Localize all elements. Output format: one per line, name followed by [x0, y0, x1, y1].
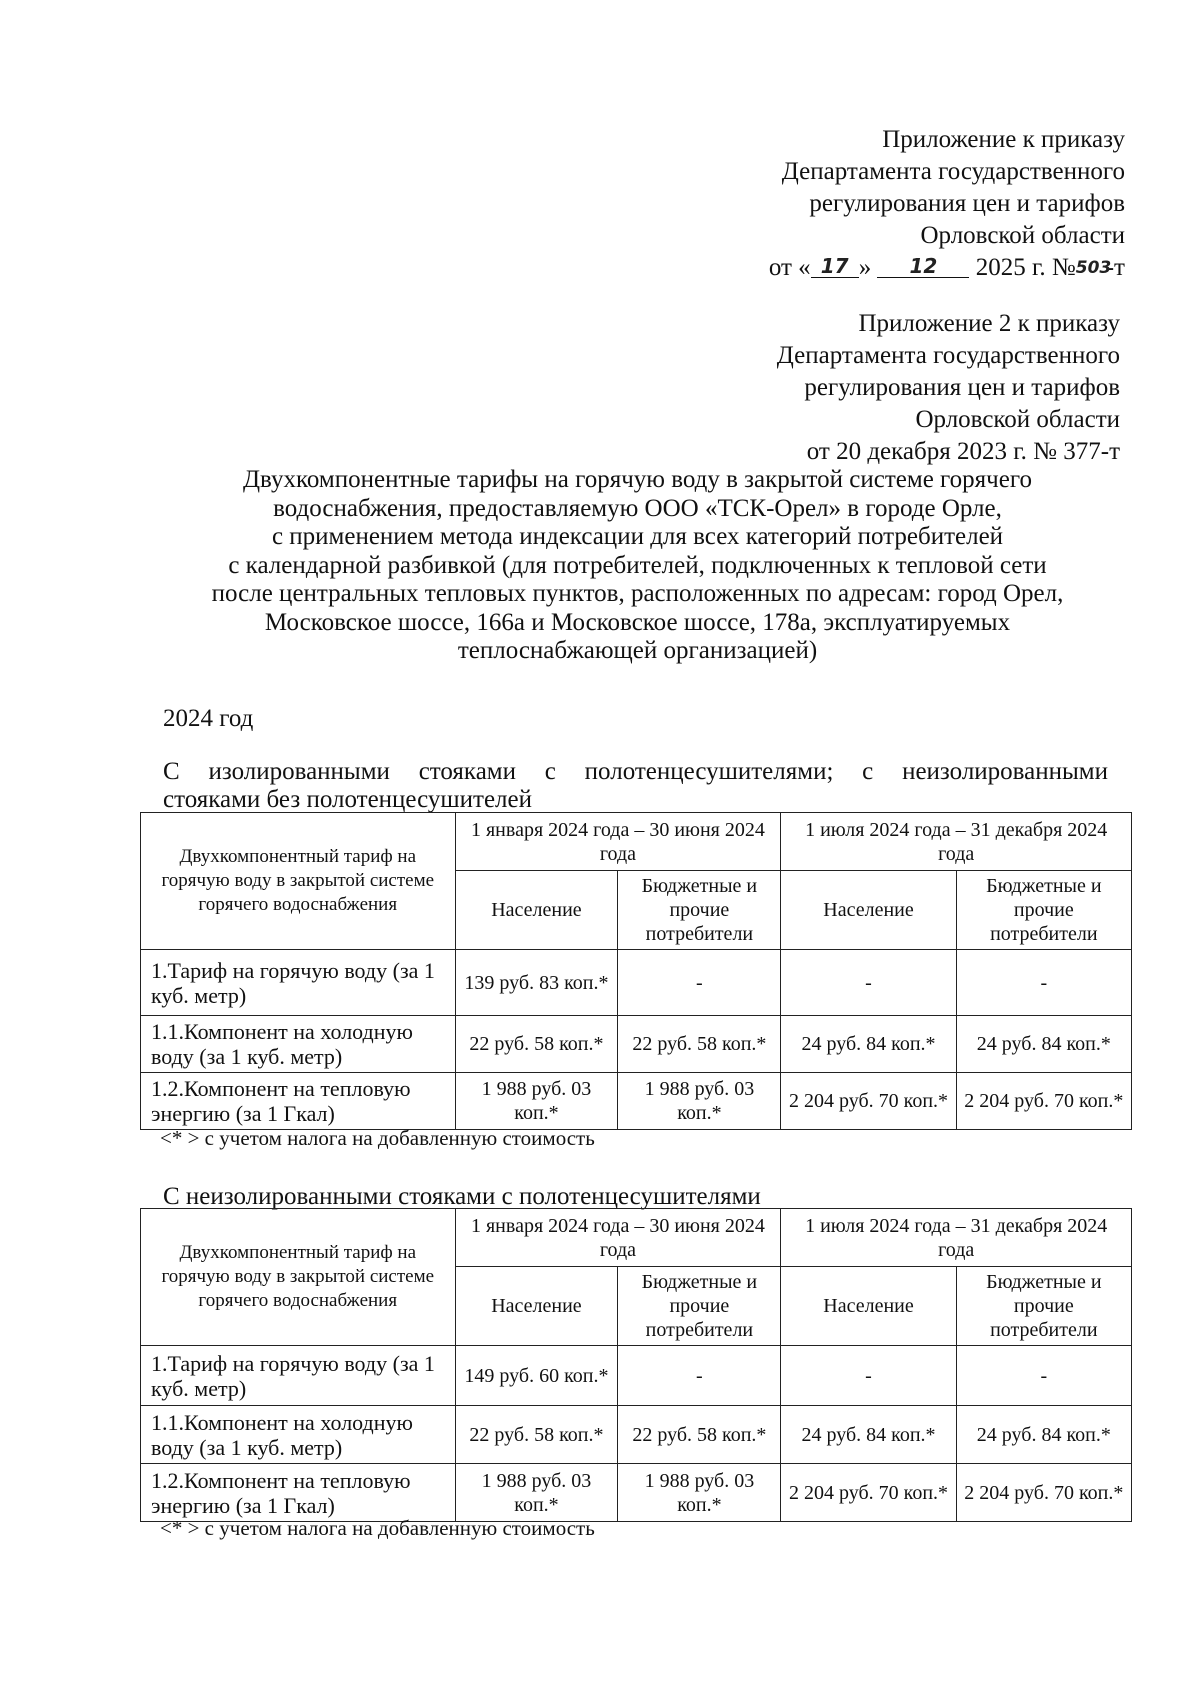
tariff-table: [140, 1208, 1132, 1522]
tariff-value: 24 руб. 84 коп.*: [956, 1406, 1131, 1464]
row-label: 1.Тариф на горячую воду (за 1 куб. метр): [141, 950, 456, 1016]
tariff-value: -: [781, 1346, 956, 1406]
table-corner-header: Двухкомпонентный тариф на горячую воду в закрытой системе горячего водоснабжения: [141, 813, 456, 950]
date-mid: »: [858, 254, 872, 281]
period-header: 1 января 2024 года – 30 июня 2024 года: [455, 813, 781, 871]
tariff-value: 1 988 руб. 03 коп.*: [618, 1464, 781, 1522]
tariff-value: 2 204 руб. 70 коп.*: [781, 1073, 956, 1130]
tariff-value: 2 204 руб. 70 коп.*: [956, 1073, 1131, 1130]
tariff-value: 1 988 руб. 03 коп.*: [455, 1464, 618, 1522]
tariff-value: 22 руб. 58 коп.*: [618, 1016, 781, 1073]
tariff-value: -: [956, 950, 1131, 1016]
date-year: 2025 г. №: [975, 254, 1076, 281]
appendix-header-original: [777, 308, 1120, 468]
period-header: 1 июля 2024 года – 31 декабря 2024 года: [781, 1209, 1132, 1267]
tariff-value: 139 руб. 83 коп.*: [455, 950, 618, 1016]
row-label: 1.1.Компонент на холодную воду (за 1 куб. метр): [141, 1406, 456, 1464]
header-line: Приложение 2 к приказу: [858, 310, 1120, 337]
title-line: после центральных тепловых пунктов, расположенных по адресам: город Орел,: [211, 580, 1064, 607]
table-row: [141, 1464, 1132, 1522]
header-line: Орловской области: [915, 406, 1120, 433]
row-label: 1.2.Компонент на тепловую энергию (за 1 Гкал): [141, 1073, 456, 1130]
title-line: с применением метода индексации для всех категорий потребителей: [271, 523, 1004, 550]
handwritten-month: 12: [877, 255, 969, 278]
tariff-value: -: [618, 950, 781, 1016]
handwritten-day: 17: [811, 255, 859, 278]
appendix-header-current: [769, 124, 1125, 284]
tariff-value: -: [781, 950, 956, 1016]
tariff-table: [140, 812, 1132, 1130]
section-subtitle: [163, 758, 1108, 814]
subtitle-line: стояками без полотенцесушителей: [163, 786, 533, 813]
period-header: 1 июля 2024 года – 31 декабря 2024 года: [781, 813, 1132, 871]
row-label: 1.2.Компонент на тепловую энергию (за 1 Гкал): [141, 1464, 456, 1522]
tariff-value: -: [618, 1346, 781, 1406]
tariff-value: -: [956, 1346, 1131, 1406]
tariff-value: 22 руб. 58 коп.*: [618, 1406, 781, 1464]
table-row: [141, 1346, 1132, 1406]
tariff-value: 149 руб. 60 коп.*: [455, 1346, 618, 1406]
period-header: 1 января 2024 года – 30 июня 2024 года: [455, 1209, 781, 1267]
header-line: регулирования цен и тарифов: [804, 374, 1120, 401]
year-label: 2024 год: [163, 705, 254, 732]
table-corner-header: Двухкомпонентный тариф на горячую воду в закрытой системе горячего водоснабжения: [141, 1209, 456, 1346]
table-row: [141, 1073, 1132, 1130]
column-header-budget: Бюджетные и прочие потребители: [956, 1267, 1131, 1346]
tariff-value: 22 руб. 58 коп.*: [455, 1016, 618, 1073]
table-row: [141, 950, 1132, 1016]
header-line: регулирования цен и тарифов: [809, 190, 1125, 217]
title-line: теплоснабжающей организацией): [457, 637, 818, 664]
tariff-value: 24 руб. 84 коп.*: [956, 1016, 1131, 1073]
subtitle-line: С изолированными стояками с полотенцесушителями; с неизолированными: [163, 758, 1108, 785]
column-header-population: Население: [455, 871, 618, 950]
vat-footnote: <* > с учетом налога на добавленную стоимость: [160, 1516, 595, 1540]
order-date-line: [769, 252, 1125, 284]
subtitle-line: С неизолированными стояками с полотенцесушителями: [163, 1183, 761, 1210]
title-line: водоснабжения, предоставляемую ООО «ТСК-Орел» в городе Орле,: [273, 494, 1002, 522]
tariff-value: 22 руб. 58 коп.*: [455, 1406, 618, 1464]
column-header-population: Население: [781, 871, 956, 950]
date-prefix: от «: [768, 254, 811, 281]
tariff-value: 2 204 руб. 70 коп.*: [956, 1464, 1131, 1522]
column-header-population: Население: [455, 1267, 618, 1346]
order-number-suffix: -т: [1105, 254, 1125, 281]
header-line: Орловской области: [920, 222, 1125, 249]
section-subtitle: [163, 1183, 1108, 1211]
header-line: Приложение к приказу: [882, 126, 1125, 153]
column-header-budget: Бюджетные и прочие потребители: [618, 1267, 781, 1346]
header-line: Департамента государственного: [781, 158, 1125, 185]
column-header-population: Население: [781, 1267, 956, 1346]
title-line: Московское шоссе, 166а и Московское шоссе, 178а, эксплуатируемых: [264, 608, 1011, 636]
column-header-budget: Бюджетные и прочие потребители: [618, 871, 781, 950]
tariff-value: 1 988 руб. 03 коп.*: [455, 1073, 618, 1130]
handwritten-order-number: 503: [1075, 258, 1112, 278]
table-row: [141, 1016, 1132, 1073]
tariff-value: 24 руб. 84 коп.*: [781, 1406, 956, 1464]
tariff-value: 24 руб. 84 коп.*: [781, 1016, 956, 1073]
row-label: 1.Тариф на горячую воду (за 1 куб. метр): [141, 1346, 456, 1406]
row-label: 1.1.Компонент на холодную воду (за 1 куб. метр): [141, 1016, 456, 1073]
tariff-value: 1 988 руб. 03 коп.*: [618, 1073, 781, 1130]
column-header-budget: Бюджетные и прочие потребители: [956, 871, 1131, 950]
title-line: Двухкомпонентные тарифы на горячую воду в закрытой системе горячего: [243, 466, 1032, 493]
vat-footnote: <* > с учетом налога на добавленную стоимость: [160, 1126, 595, 1150]
table-row: [141, 1406, 1132, 1464]
header-line: от 20 декабря 2023 г. № 377-т: [806, 438, 1120, 465]
header-line: Департамента государственного: [776, 342, 1120, 369]
tariff-value: 2 204 руб. 70 коп.*: [781, 1464, 956, 1522]
title-line: с календарной разбивкой (для потребителей, подключенных к тепловой сети: [228, 551, 1047, 579]
document-title: [165, 466, 1110, 666]
